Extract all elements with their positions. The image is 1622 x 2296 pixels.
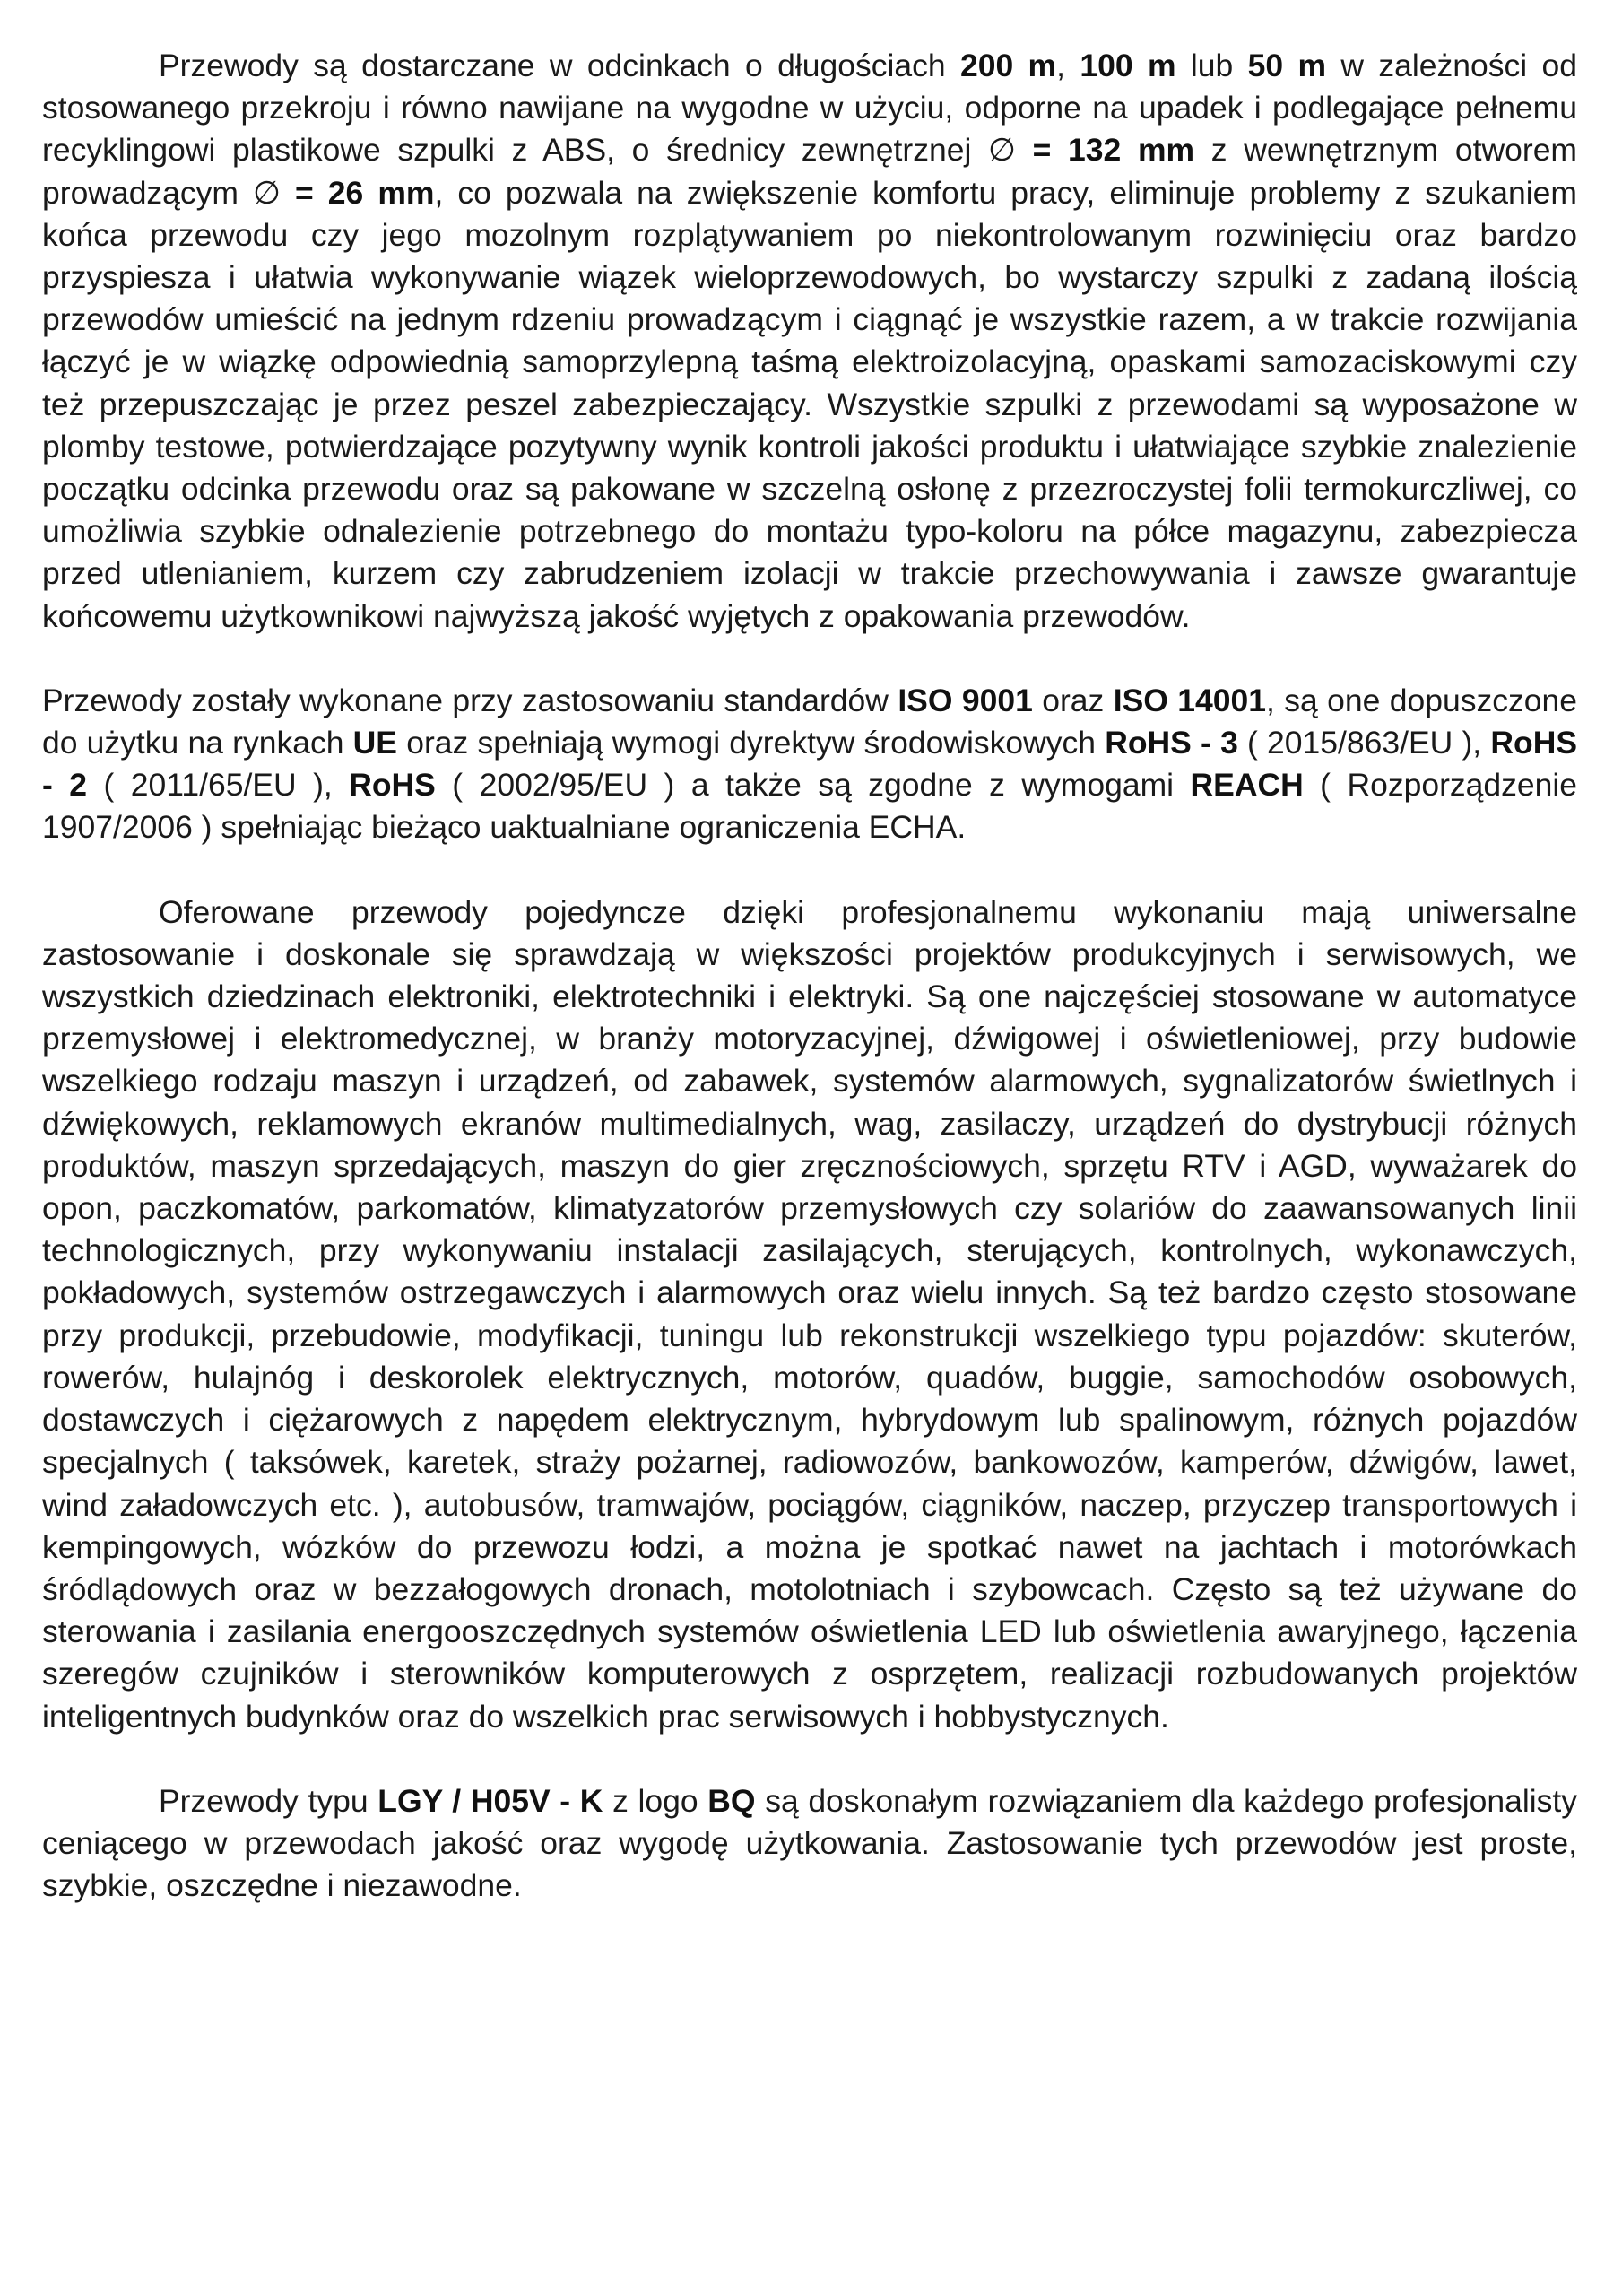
text-run: lub — [1175, 48, 1248, 83]
text-run: oraz — [1032, 682, 1114, 718]
text-run: Oferowane przewody pojedyncze dzięki profesjonalnemu wykonaniu mają uniwersalne zastosowanie i doskonale się sprawdzają w większości projektów produkcyjnych i serwisowych, we wszystkich dziedzinach elektroniki, elektrotechniki i elektryki. Są one najczęściej stosowane w automatyce przemysłowej i elektromedycznej, w branży motoryzacyjnej, dźwigowej i oświetleniowej, przy budowie wszelkiego rodzaju maszyn i urządzeń, od zabawek, systemów alarmowych, sygnalizatorów świetlnych i dźwiękowych, reklamowych ekranów multimedialnych, wag, zasilaczy, urządzeń do dystrybucji różnych produktów, maszyn sprzedających, maszyn do gier zręcznościowych, sprzętu RTV i AGD, wyważarek do opon, paczkomatów, parkomatów, klimatyzatorów przemysłowych czy solariów do zaawansowanych linii technologicznych, przy wykonywaniu instalacji zasilających, sterujących, kontrolnych, wykonawczych, pokładowych, systemów ostrzegawczych i alarmowych oraz wielu innych. Są też bardzo często stosowane przy produkcji, przebudowie, modyfikacji, tuningu lub rekonstrukcji wszelkiego typu pojazdów: skuterów, rowerów, hulajnóg i deskorolek elektrycznych, motorów, quadów, buggie, samochodów osobowych, dostawczych i ciężarowych z napędem elektrycznym, hybrydowym lub spalinowym, różnych pojazdów specjalnych ( taksówek, karetek, straży pożarnej, radiowozów, bankowozów, kamperów, dźwigów, lawet, wind załadowczych etc. ), autobusów, tramwajów, pociągów, ciągników, naczep, przyczep transportowych i kempingowych, wózków do przewozu łodzi, a można je spotkać nawet na jachtach i motorówkach śródlądowych oraz w bezzałogowych dronach, motolotniach i szybowcach. Często są też używane do sterowania i zasilania energooszczędnych systemów oświetlenia LED lub oświetlenia awaryjnego, łączenia szeregów czujników i sterowników komputerowych z osprzętem, realizacji rozbudowanych projektów inteligentnych budynków oraz do wszelkich prac serwisowych i hobbystycznych. — [42, 893, 1577, 1735]
paragraph-applications — [42, 891, 1577, 1738]
paragraph-gap — [42, 849, 1577, 891]
length-200m: 200 m — [959, 48, 1057, 83]
paragraph-standards — [42, 680, 1577, 849]
text-run: , są one dopuszczone do użytku na rynkach — [42, 682, 1577, 761]
inner-diameter-value: = 26 mm — [280, 174, 435, 211]
directive-rohs: RoHS — [349, 767, 436, 804]
logo-bq: BQ — [707, 1782, 756, 1819]
paragraph-gap — [42, 638, 1577, 680]
text-run: ( 2011/65/EU ), — [87, 767, 350, 804]
text-run: , co pozwala na zwiększenie komfortu pracy, eliminuje problemy z szukaniem końca przewodu czy jego mozolnym rozplątywaniem po niekontrolowanym rozwinięciu oraz bardzo przyspiesza i ułatwia wykonywanie wiązek wieloprzewodowych, bo wystarczy szpulki z zadaną ilością przewodów umieścić na jednym rdzeniu prowadzącym i ciągnąć je wszystkie razem, a w trakcie rozwijania łączyć je w wiązkę odpowiednią samoprzylepną taśmą elektroizolacyjną, opaskami samozaciskowymi czy też przepuszczając je przez peszel zabezpieczający. Wszystkie szpulki z przewodami są wyposażone w plomby testowe, potwierdzające pozytywny wynik kontroli jakości produktu i ułatwiające szybkie znalezienie początku odcinka przewodu oraz są pakowane w szczelną osłonę z przezroczystej folii termokurczliwej, co umożliwia szybkie odnalezienie potrzebnego do montażu typo-koloru na półce magazynu, zabezpiecza przed utlenianiem, kurzem czy zabrudzeniem izolacji w trakcie przechowywania i zawsze gwarantuje końcowemu użytkownikowi najwyższą jakość wyjętych z opakowania przewodów. — [42, 174, 1577, 634]
text-run: ( 2002/95/EU ) a także są zgodne z wymogami — [435, 767, 1191, 804]
length-100m: 100 m — [1080, 48, 1176, 83]
text-run: z logo — [603, 1782, 708, 1819]
text-run: Przewody zostały wykonane przy zastosowaniu standardów — [42, 682, 898, 718]
text-run: ( 2015/863/EU ), — [1237, 725, 1491, 761]
length-50m: 50 m — [1247, 48, 1327, 83]
paragraph-summary — [42, 1780, 1577, 1908]
text-run: są doskonałym rozwiązaniem dla każdego profesjonalisty ceniącego w przewodach jakość oraz wygodę użytkowania. Zastosowanie tych przewodów jest proste, szybkie, oszczędne i niezawodne. — [42, 1782, 1577, 1904]
standard-iso-14001: ISO 14001 — [1113, 682, 1266, 718]
diameter-symbol: ∅ — [988, 132, 1016, 170]
paragraph-gap — [42, 1738, 1577, 1780]
text-run: z wewnętrznym otworem prowadzącym — [42, 132, 1578, 211]
market-ue: UE — [352, 725, 397, 761]
outer-diameter-value: = 132 mm — [1015, 132, 1195, 169]
paragraph-spool-packaging — [42, 45, 1577, 638]
diameter-symbol: ∅ — [253, 174, 281, 212]
directive-rohs-2: RoHS - 2 — [42, 725, 1578, 804]
cable-type: LGY / H05V - K — [377, 1782, 603, 1819]
regulation-reach: REACH — [1190, 767, 1304, 804]
text-run: oraz spełniają wymogi dyrektyw środowiskowych — [397, 725, 1106, 761]
text-run: w zależności od stosowanego przekroju i równo nawijane na wygodne w użyciu, odporne na upadek i podlegające pełnemu recyklingowi plastikowe szpulki z ABS, o średnicy zewnętrznej — [42, 48, 1577, 169]
standard-iso-9001: ISO 9001 — [898, 682, 1033, 718]
text-run: Przewody typu — [159, 1782, 378, 1819]
text-run: Przewody są dostarczane w odcinkach o długościach — [159, 48, 960, 83]
directive-rohs-3: RoHS - 3 — [1105, 725, 1238, 761]
document-page — [42, 45, 1577, 1907]
text-run: , — [1056, 48, 1080, 83]
text-run: ( Rozporządzenie 1907/2006 ) spełniając bieżąco uaktualniane ograniczenia ECHA. — [42, 767, 1578, 846]
